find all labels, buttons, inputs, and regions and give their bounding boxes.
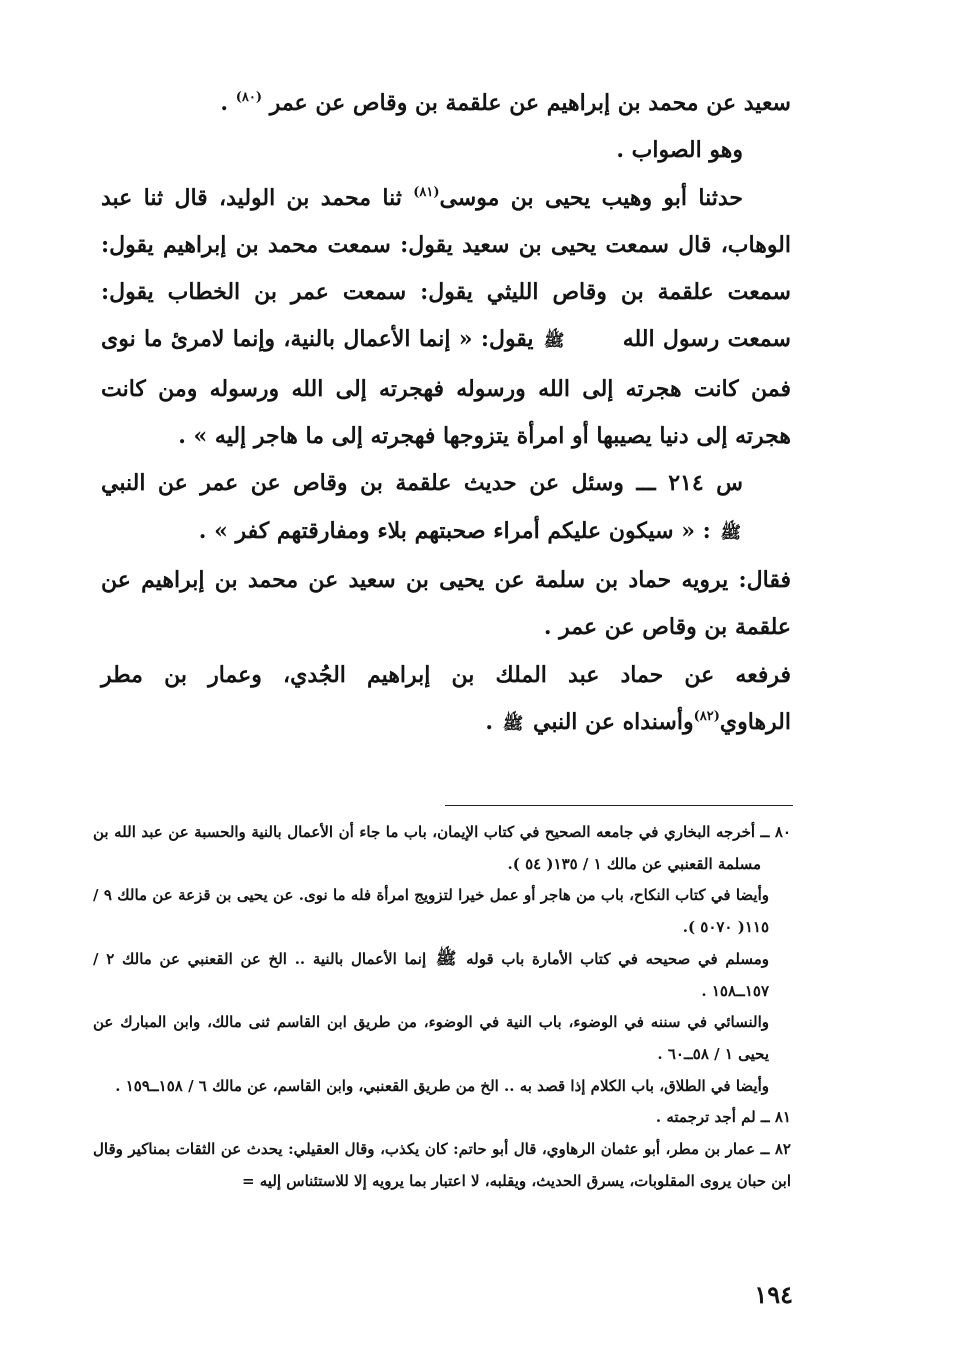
- main-text: [101, 80, 791, 748]
- text-span: فرفعه عن حماد عبد الملك بن إبراهيم الجُدي، وعمار بن مطر الرهاوي: [101, 661, 791, 735]
- text-span: وأسنداه عن النبي: [532, 708, 694, 735]
- footnote-80-continuation: [93, 1007, 791, 1070]
- footnote-divider: [445, 805, 793, 806]
- question-number: س ٢١٤: [668, 470, 744, 497]
- paragraph-5: [101, 557, 791, 652]
- text-span: فقال: يرويه حماد بن سلمة عن يحيى بن سعيد عن محمد بن إبراهيم عن علقمة بن وقاص عن عمر .: [101, 566, 791, 641]
- footnote-text: ٨٢ ــ عمار بن مطر، أبو عثمان الرهاوي، قال أبو حاتم: كان يكذب، وقال العقيلي: يحدث عن الثقات بمناكير وقال ابن حبان يروى المقلوبات، يسرق الحديث، ويقلبه، لا اعتبار بما يرويه إلا للاستئناس إليه =: [93, 1140, 791, 1190]
- paragraph-2: [101, 127, 791, 174]
- paragraph-1: [101, 80, 791, 127]
- text-span: ثنا محمد بن الوليد، قال ثنا عبد الوهاب، قال سمعت يحيى بن سعيد يقول: سمعت محمد بن إبراهيم يقول: سمعت علقمة بن وقاص الليثي يقول: سمعت عمر بن الخطاب يقول: سمعت رسول الله: [101, 184, 791, 353]
- salla-ligature-icon: ﷺ: [502, 713, 524, 734]
- footnote-text: والنسائي في سننه في الوضوء، باب النية في الوضوء، من طريق ابن القاسم ثنى مالك، وابن المبارك عن يحيى ١ / ٥٨ــ٦٠ .: [93, 1013, 769, 1063]
- footnote-80-continuation: [93, 1071, 791, 1103]
- text-span: .: [485, 708, 494, 735]
- footnotes: [93, 817, 791, 1197]
- footnote-text: ومسلم في صحيحه في كتاب الأمارة باب قوله: [466, 949, 769, 968]
- text-span: يقول: « إنما الأعمال بالنية، وإنما لامرئ ما نوى فمن كانت هجرته إلى الله ورسوله فهجرته إلى الله ورسوله ومن كانت هجرته إلى دنيا يصيبها أو امرأة يتزوجها فهجرته إلى ما هاجر إليه » .: [101, 326, 791, 450]
- footnote-81: [93, 1102, 791, 1134]
- footnote-82: [93, 1134, 791, 1197]
- salla-ligature-icon: ﷺ: [435, 948, 457, 969]
- text-span: حدثنا أبو وهيب يحيى بن موسى: [439, 184, 743, 211]
- footnote-text: ٨٠ ــ أخرجه البخاري في جامعه الصحيح في كتاب الإيمان، باب ما جاء أن الأعمال بالنية والحسبة عن عبد الله بن مسلمة القعنبي عن مالك ١ / ١٣٥( ٥٤ ).: [93, 823, 791, 873]
- text-span: .: [220, 90, 229, 116]
- text-span: وهو الصواب .: [616, 137, 743, 164]
- paragraph-6: [101, 652, 791, 749]
- paragraph-3: [101, 175, 791, 461]
- text-span: : « سيكون عليكم أمراء صحبتهم بلاء ومفارقتهم كفر » .: [198, 517, 711, 544]
- page-number: ١٩٤: [754, 1280, 793, 1309]
- salla-ligature-icon: ﷺ: [720, 522, 741, 543]
- footnote-80-continuation: [93, 944, 791, 1007]
- footnote-ref-81[interactable]: (٨١): [413, 184, 440, 200]
- text-span: سعيد عن محمد بن إبراهيم عن علقمة بن وقاص عن عمر: [269, 90, 791, 116]
- footnote-ref-80[interactable]: (٨٠): [235, 90, 263, 105]
- text-span: ـــ وسئل عن حديث علقمة بن وقاص عن عمر عن النبي: [101, 470, 656, 497]
- salla-ligature-icon: ﷺ: [543, 331, 565, 352]
- footnote-ref-82[interactable]: (٨٢): [693, 708, 720, 724]
- paragraph-4: [101, 460, 791, 557]
- footnote-text: ٨١ ــ لم أجد ترجمته .: [655, 1108, 791, 1127]
- footnote-80: [93, 817, 791, 880]
- footnote-text: وأيضا في الطلاق، باب الكلام إذا قصد به .. الخ من طريق القعنبي، وابن القاسم، عن مالك ٦ / ١٥٨ــ١٥٩ .: [115, 1076, 769, 1095]
- footnote-text: وأيضا في كتاب النكاح، باب من هاجر أو عمل خيرا لتزويج امرأة فله ما نوى. عن يحيى بن قزعة عن مالك ٩ / ١١٥( ٥٠٧٠ ).: [93, 886, 770, 937]
- footnote-text: إنما الأعمال بالنية .. الخ عن القعنبي عن مالك ٢ / ١٥٧ــ١٥٨ .: [93, 949, 769, 1000]
- footnote-80-continuation: [93, 880, 791, 943]
